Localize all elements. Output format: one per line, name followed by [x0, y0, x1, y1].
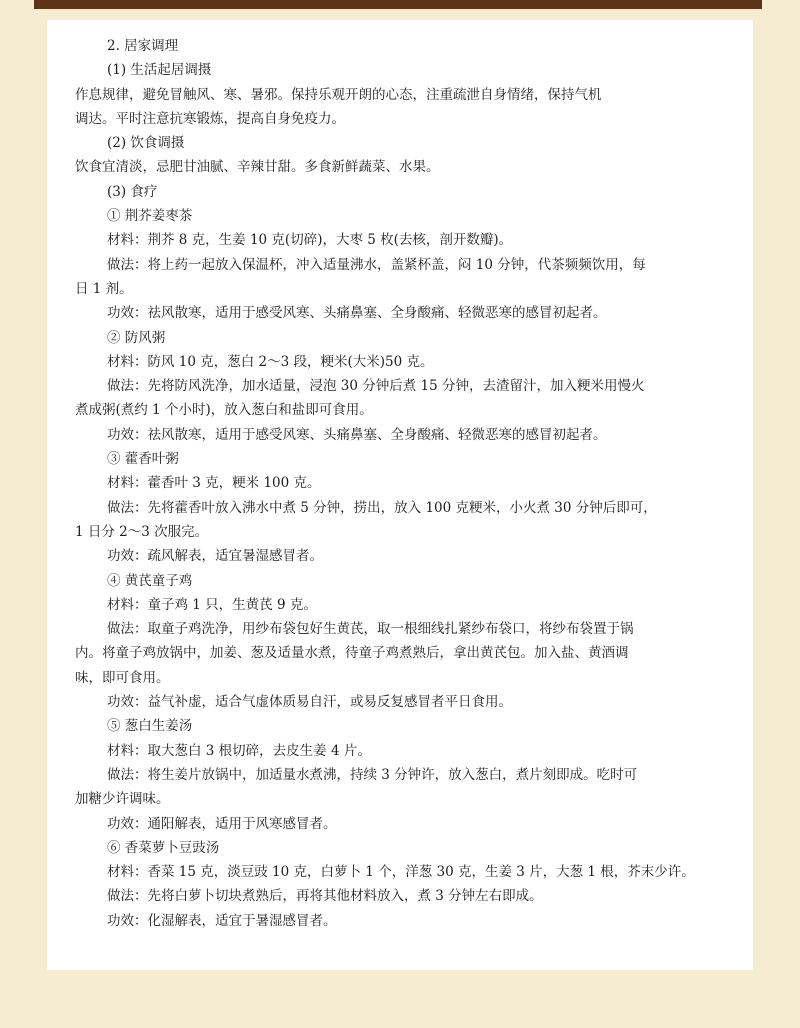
text-line: 材料：荆芥 8 克，生姜 10 克(切碎)，大枣 5 枚(去核，剖开数瓣)。 [107, 232, 513, 249]
text-line: 功效：化湿解表，适宜于暑湿感冒者。 [107, 912, 337, 929]
section-heading: (3) 食疗 [107, 183, 158, 200]
text-line: 功效：祛风散寒，适用于感受风寒、头痛鼻塞、全身酸痛、轻微恶寒的感冒初起者。 [107, 305, 607, 322]
text-line: 功效：益气补虚，适合气虚体质易自汗，或易反复感冒者平日食用。 [107, 694, 512, 711]
section-heading: (2) 饮食调摄 [107, 135, 185, 152]
text-line: 做法：将生姜片放锅中，加适量水煮沸，持续 3 分钟许，放入葱白，煮片刻即成。吃时可 [107, 766, 638, 783]
text-line: 做法：将上药一起放入保温杯，冲入适量沸水，盖紧杯盖，闷 10 分钟，代茶频频饮用，每 [107, 256, 646, 273]
top-border-bar [34, 0, 762, 9]
text-line: 内。将童子鸡放锅中，加姜、葱及适量水煮，待童子鸡煮熟后，拿出黄芪包。加入盐、黄酒调 [75, 645, 629, 662]
text-line: 加糖少许调味。 [75, 791, 170, 808]
text-line: 1 日分 2～3 次服完。 [75, 523, 209, 540]
text-line: 材料：童子鸡 1 只，生黄芪 9 克。 [107, 596, 317, 613]
text-line: 作息规律，避免冒触风、寒、暑邪。保持乐观开朗的心态，注重疏泄自身情绪，保持气机 [75, 86, 602, 103]
section-heading: (1) 生活起居调摄 [107, 62, 212, 79]
text-line: 日 1 剂。 [75, 280, 133, 297]
text-line: 味，即可食用。 [75, 669, 170, 686]
section-heading: ④ 黄芪童子鸡 [107, 572, 193, 589]
section-heading: 2. 居家调理 [107, 38, 179, 54]
section-heading: ① 荆芥姜枣茶 [107, 208, 193, 225]
text-line: 材料：防风 10 克，葱白 2～3 段，粳米(大米)50 克。 [107, 353, 434, 370]
text-line: 功效：祛风散寒，适用于感受风寒、头痛鼻塞、全身酸痛、轻微恶寒的感冒初起者。 [107, 426, 607, 443]
text-line: 材料：藿香叶 3 克，粳米 100 克。 [107, 475, 321, 492]
section-heading: ⑤ 葱白生姜汤 [107, 718, 193, 735]
text-line: 做法：先将藿香叶放入沸水中煮 5 分钟，捞出，放入 100 克粳米，小火煮 30 分钟后即可， [107, 499, 657, 516]
document-body [75, 34, 730, 933]
text-line: 功效：疏风解表，适宜暑湿感冒者。 [107, 548, 323, 565]
text-line: 煮成粥(煮约 1 个小时)，放入葱白和盐即可食用。 [75, 402, 373, 419]
text-line: 材料：香菜 15 克，淡豆豉 10 克，白萝卜 1 个，洋葱 30 克，生姜 3 片，大葱 1 根，芥末少许。 [107, 864, 695, 881]
text-line: 做法：先将防风洗净，加水适量，浸泡 30 分钟后煮 15 分钟，去渣留汁，加入粳米用慢火 [107, 378, 645, 395]
text-line: 做法：先将白萝卜切块煮熟后，再将其他材料放入，煮 3 分钟左右即成。 [107, 888, 543, 905]
text-line: 调达。平时注意抗寒锻炼，提高自身免疫力。 [75, 110, 345, 127]
text-line: 做法：取童子鸡洗净，用纱布袋包好生黄芪，取一根细线扎紧纱布袋口，将纱布袋置于锅 [107, 621, 634, 638]
section-heading: ② 防风粥 [107, 329, 166, 346]
text-line: 功效：通阳解表，适用于风寒感冒者。 [107, 815, 337, 832]
section-heading: ③ 藿香叶粥 [107, 451, 179, 468]
section-heading: ⑥ 香菜萝卜豆豉汤 [107, 839, 220, 856]
document-page [47, 20, 753, 970]
text-line: 饮食宜清淡，忌肥甘油腻、辛辣甘甜。多食新鲜蔬菜、水果。 [75, 159, 440, 176]
text-line: 材料：取大葱白 3 根切碎，去皮生姜 4 片。 [107, 742, 371, 759]
